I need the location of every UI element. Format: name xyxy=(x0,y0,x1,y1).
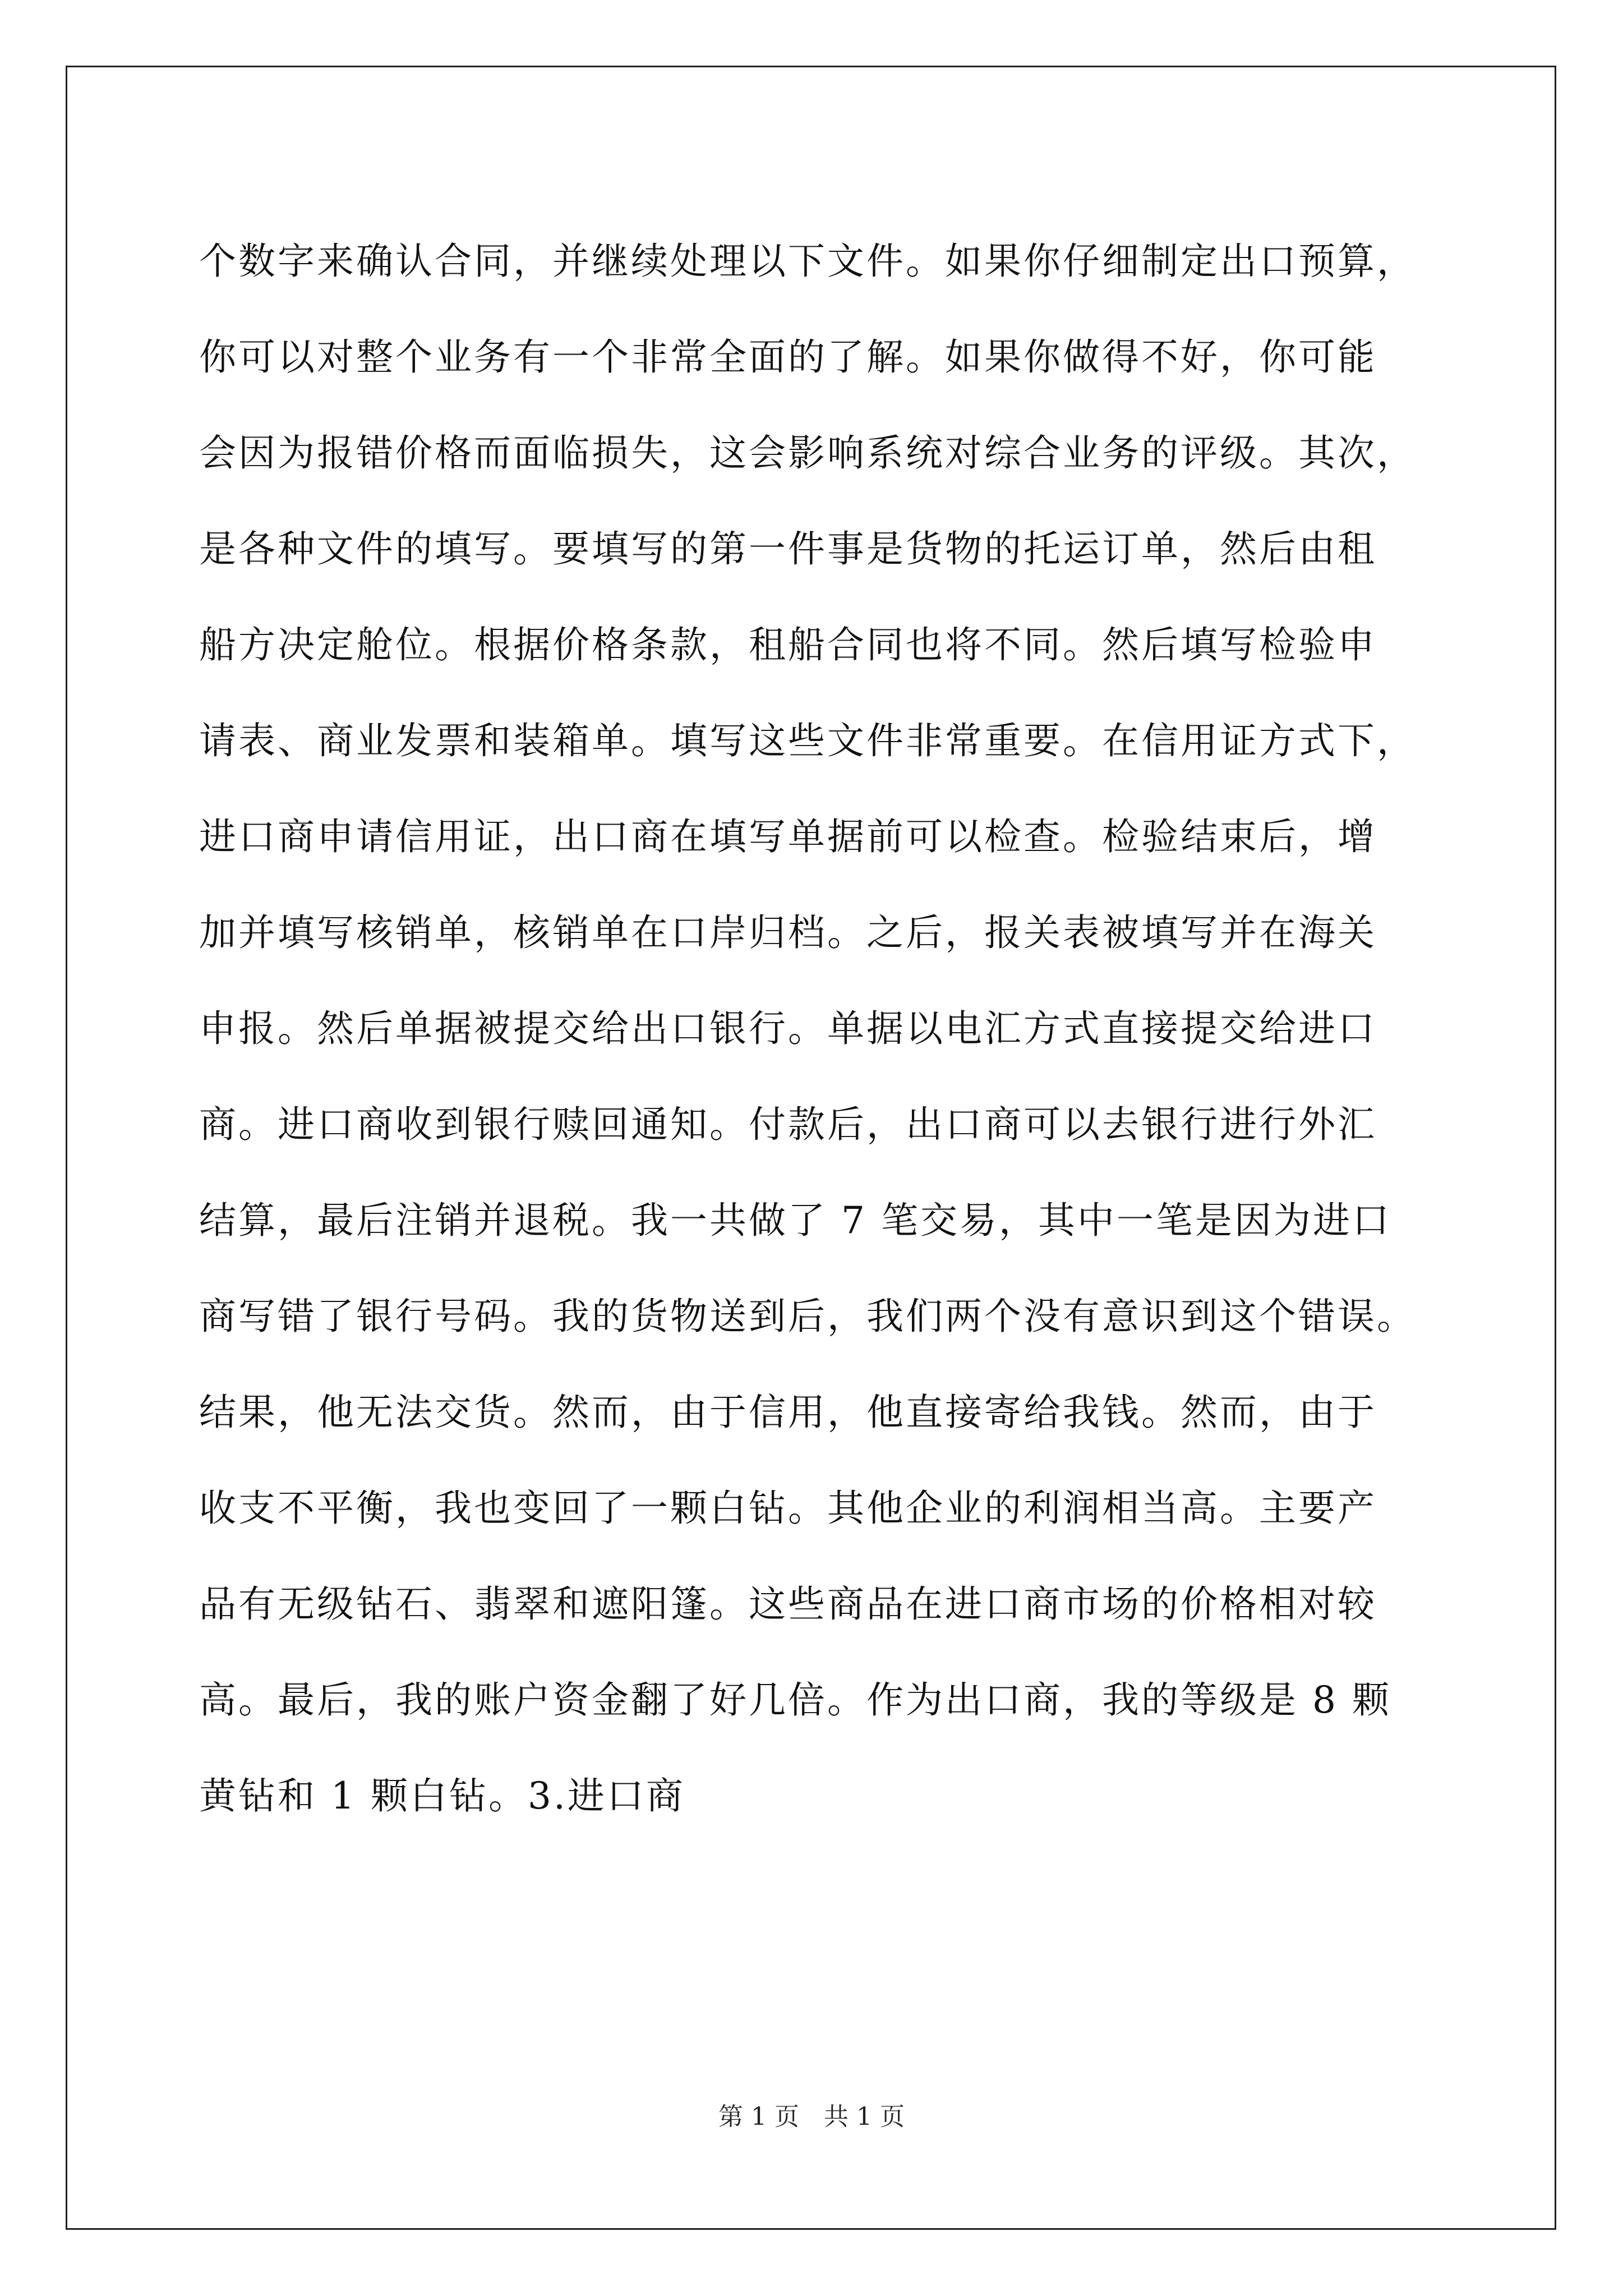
text-line: 高。最后，我的账户资金翻了好几倍。作为出口商，我的等级是 8 颗 xyxy=(199,1678,1391,1722)
text-line: 结果，他无法交货。然而，由于信用，他直接寄给我钱。然而，由于 xyxy=(199,1391,1377,1434)
text-line: 收支不平衡，我也变回了一颗白钻。其他企业的利润相当高。主要产 xyxy=(199,1487,1377,1530)
text-line: 你可以对整个业务有一个非常全面的了解。如果你做得不好，你可能 xyxy=(199,335,1377,379)
text-line: 请表、商业发票和装箱单。填写这些文件非常重要。在信用证方式下， xyxy=(199,719,1416,762)
page-number-footer: 第 1 页 共 1 页 xyxy=(718,2102,905,2131)
text-line: 个数字来确认合同，并继续处理以下文件。如果你仔细制定出口预算， xyxy=(199,240,1416,283)
text-line: 黄钻和 1 颗白钻。3.进口商 xyxy=(199,1774,685,1818)
text-line: 品有无级钻石、翡翠和遮阳篷。这些商品在进口商市场的价格相对较 xyxy=(199,1582,1377,1626)
text-line: 是各种文件的填写。要填写的第一件事是货物的托运订单，然后由租 xyxy=(199,527,1377,570)
text-line: 申报。然后单据被提交给出口银行。单据以电汇方式直接提交给进口 xyxy=(199,1007,1377,1050)
text-line: 商。进口商收到银行赎回通知。付款后，出口商可以去银行进行外汇 xyxy=(199,1103,1377,1146)
text-line: 商写错了银行号码。我的货物送到后，我们两个没有意识到这个错误。 xyxy=(199,1295,1416,1338)
document-body xyxy=(199,213,1433,1844)
text-line: 结算，最后注销并退税。我一共做了 7 笔交易，其中一笔是因为进口 xyxy=(199,1199,1391,1242)
text-line: 加并填写核销单，核销单在口岸归档。之后，报关表被填写并在海关 xyxy=(199,911,1377,954)
text-line: 进口商申请信用证，出口商在填写单据前可以检查。检验结束后，增 xyxy=(199,815,1377,858)
text-line: 会因为报错价格而面临损失，这会影响系统对综合业务的评级。其次， xyxy=(199,431,1416,475)
text-line: 船方决定舱位。根据价格条款，租船合同也将不同。然后填写检验申 xyxy=(199,623,1377,666)
